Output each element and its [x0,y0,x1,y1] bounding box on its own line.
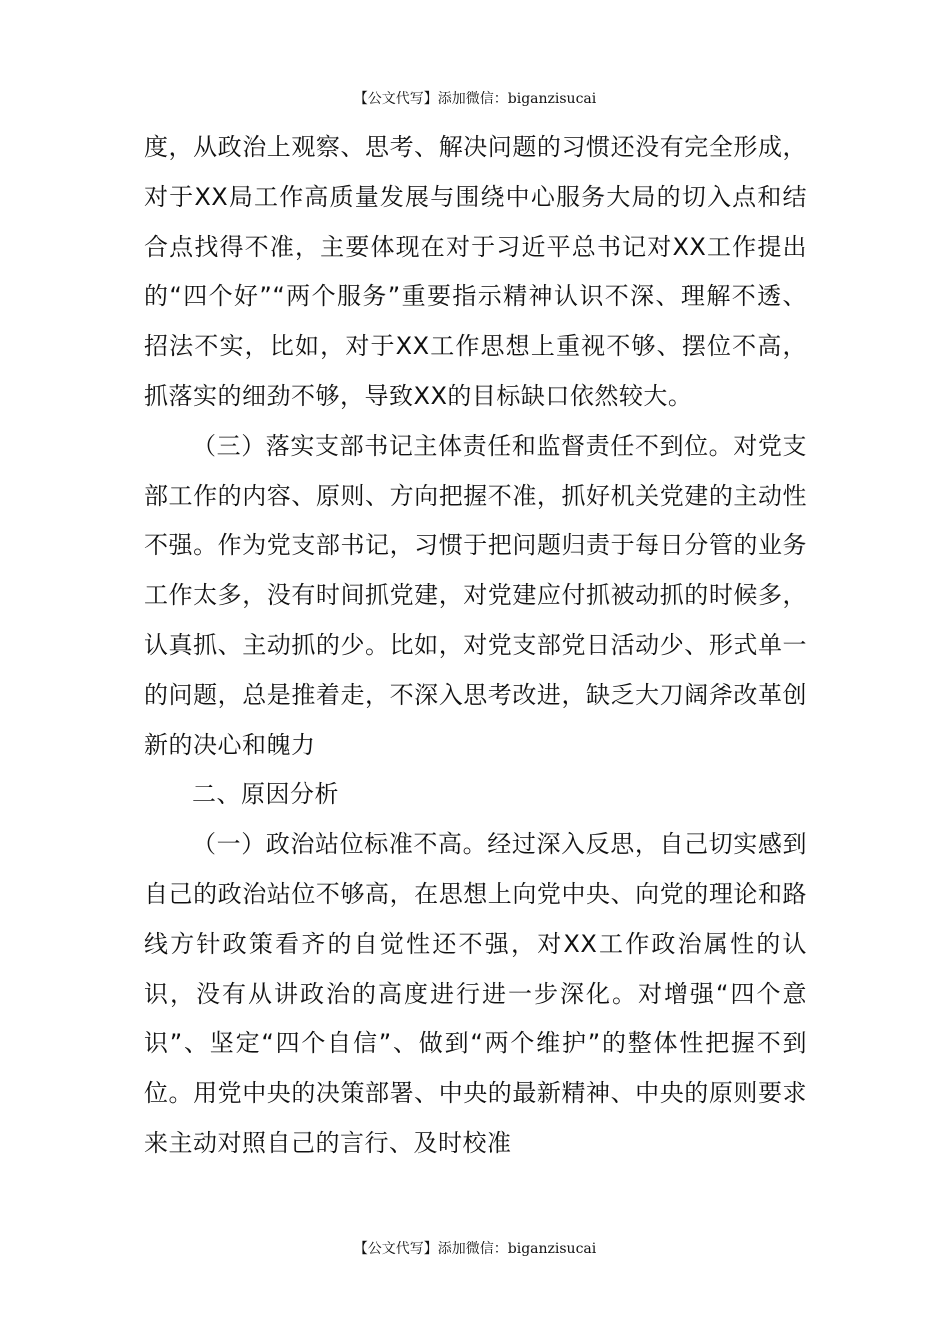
section-heading-cause-analysis: 二、原因分析 [192,780,339,809]
paragraph-political-stance: （一）政治站位标准不高。经过深入反思，自己切实感到自己的政治站位不够高，在思想上向党中央、向党的理论和路线方针政策看齐的自觉性还不强，对XX工作政治属性的认识，没有从讲政治的高度进行进一步深化。对增强“四个意识”、坚定“四个自信”、做到“两个维护”的整体性把握不到位。用党中央的决策部署、中央的最新精神、中央的原则要求来主动对照自己的言行、及时校准 [144,830,807,1157]
paragraph-continuation: 度，从政治上观察、思考、解决问题的习惯还没有完全形成，对于XX局工作高质量发展与围绕中心服务大局的切入点和结合点找得不准，主要体现在对于习近平总书记对XX工作提出的“四个好”“两个服务”重要指示精神认识不深、理解不透、招法不实，比如，对于XX工作思想上重视不够、摆位不高，抓落实的细劲不够，导致XX的目标缺口依然较大。 [144,133,807,410]
page-header: 【公文代写】添加微信：biganzisucai [353,91,597,107]
page-footer: 【公文代写】添加微信：biganzisucai [353,1241,597,1257]
paragraph-section-three: （三）落实支部书记主体责任和监督责任不到位。对党支部工作的内容、原则、方向把握不准，抓好机关党建的主动性不强。作为党支部书记，习惯于把问题归责于每日分管的业务工作太多，没有时间抓党建，对党建应付抓被动抓的时候多，认真抓、主动抓的少。比如，对党支部党日活动少、形式单一的问题，总是推着走，不深入思考改进，缺乏大刀阔斧改革创新的决心和魄力 [144,431,807,759]
document-body [144,123,807,1169]
